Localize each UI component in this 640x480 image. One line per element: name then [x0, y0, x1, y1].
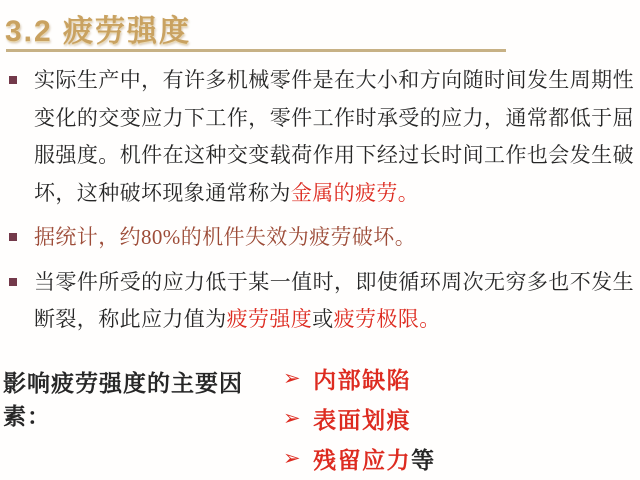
text-segment: 内部缺陷	[313, 366, 412, 393]
text-segment: 或	[312, 308, 334, 331]
factor-item	[283, 358, 436, 398]
bullet-text	[34, 264, 634, 339]
text-segment: 实际生产中，有许多机械零件是在大小和方向随时间发生周期性变化的交变应力下工作，零件工作时承受的应力，通常都低于屈服强度。机件在这种交变载荷作用下经过长时间工作也会发生破坏，这种破坏现象通常称为	[34, 69, 634, 205]
text-segment: 疲劳强度	[226, 308, 313, 331]
text-segment: 的机件失效为疲劳破坏。	[180, 226, 417, 249]
square-bullet-icon	[9, 278, 17, 286]
bullet-text	[34, 219, 634, 257]
factor-item-text	[313, 402, 411, 435]
text-segment: 残留应力	[313, 446, 412, 473]
bullet-paragraph	[8, 264, 634, 339]
bullet-paragraph	[8, 219, 634, 257]
arrowhead-bullet-icon: ➢	[283, 366, 303, 390]
factor-list	[283, 358, 436, 478]
bullet-text	[34, 62, 634, 212]
bullet-paragraph	[8, 62, 634, 212]
arrowhead-bullet-icon: ➢	[283, 446, 303, 470]
factors-section	[3, 358, 436, 478]
text-segment: 等	[411, 446, 436, 473]
text-segment: 表面划痕	[313, 406, 412, 433]
text-segment: 金属的疲劳。	[290, 181, 420, 205]
square-bullet-icon	[9, 76, 17, 84]
text-segment: 据统计，约	[34, 226, 141, 249]
factor-item-text	[313, 362, 411, 395]
text-segment: 当零件所受的应力低于某一值时，即使循环周次无穷多也不发生断裂，称此应力值为	[34, 270, 634, 331]
text-segment: 疲劳极限。	[333, 308, 441, 331]
factor-item	[283, 438, 436, 478]
factor-item-text	[313, 442, 436, 475]
square-bullet-icon	[9, 233, 17, 241]
factors-label: 影响疲劳强度的主要因素：	[3, 370, 243, 429]
slide-title: 3.2 疲劳强度	[5, 15, 192, 48]
text-segment: 80%	[141, 225, 181, 249]
bullet-list	[8, 62, 634, 346]
factor-item	[283, 398, 436, 438]
title-underline	[6, 49, 506, 52]
arrowhead-bullet-icon: ➢	[283, 406, 303, 430]
